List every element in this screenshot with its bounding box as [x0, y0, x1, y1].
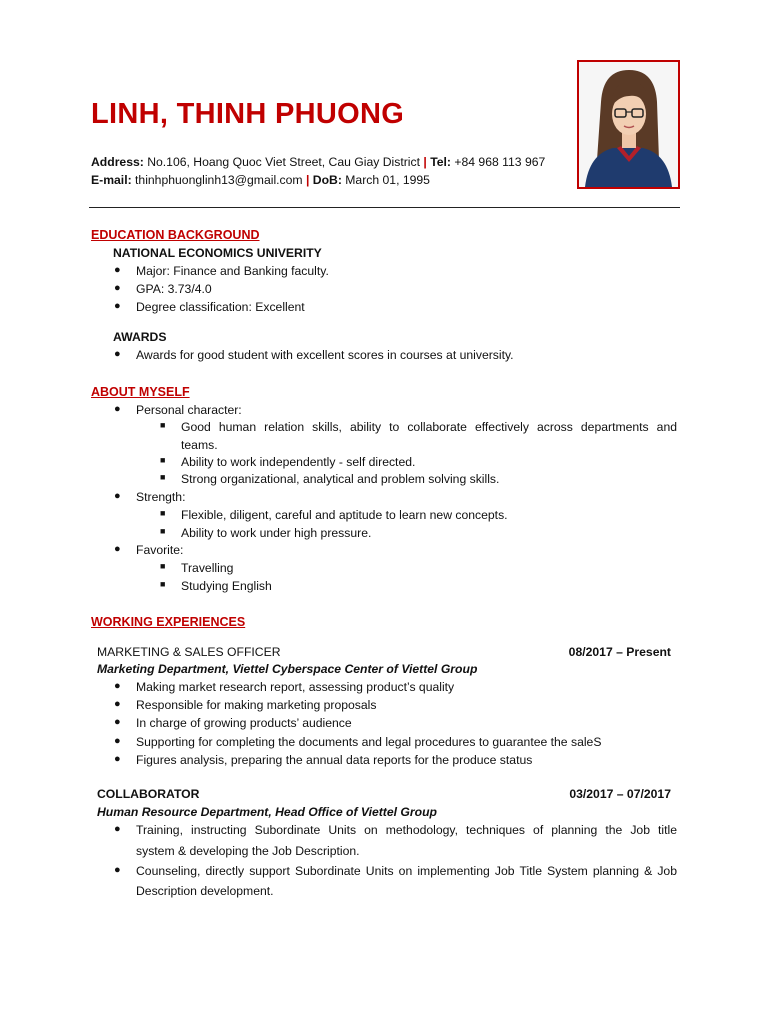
bullet-dot-icon: ●: [114, 716, 121, 728]
list-item: ● Figures analysis, preparing the annual data reports for the produce status: [114, 753, 533, 767]
contact-line-2: [91, 173, 430, 187]
list-item-continuation: Description development.: [136, 884, 274, 898]
list-item: ● Strength:: [114, 490, 186, 504]
bullet-dot-icon: ●: [114, 753, 121, 765]
square-bullet-icon: ■: [160, 579, 166, 589]
bullet-dot-icon: ●: [114, 282, 121, 294]
list-item: ● Supporting for completing the documents and legal procedures to guarantee the saleS: [114, 735, 602, 749]
job-header: [97, 787, 671, 801]
list-item: ● GPA: 3.73/4.0: [114, 282, 212, 296]
list-item: ■ Strong organizational, analytical and problem solving skills.: [160, 472, 500, 486]
list-item-continuation: teams.: [181, 438, 218, 452]
dob-label: DoB:: [312, 173, 342, 187]
list-item: ● Favorite:: [114, 543, 184, 557]
list-item: ● Degree classification: Excellent: [114, 300, 305, 314]
profile-photo: [577, 60, 680, 189]
job-organization: Human Resource Department, Head Office of Viettel Group: [97, 805, 437, 819]
list-item: ■ Ability to work under high pressure.: [160, 526, 372, 540]
job-role: COLLABORATOR: [97, 787, 200, 801]
job-header: [97, 645, 671, 659]
about-heading: ABOUT MYSELF: [91, 385, 190, 399]
separator: |: [423, 155, 427, 169]
list-item: ■ Flexible, diligent, careful and aptitude to learn new concepts.: [160, 508, 508, 522]
bullet-dot-icon: ●: [114, 300, 121, 312]
email-label: E-mail:: [91, 173, 132, 187]
work-heading: WORKING EXPERIENCES: [91, 615, 246, 629]
bullet-dot-icon: ●: [114, 348, 121, 360]
square-bullet-icon: ■: [160, 472, 166, 482]
list-item: ■ Good human relation skills, ability to collaborate effectively across departments and: [160, 420, 677, 434]
email-value: thinhphuonglinh13@gmail.com: [135, 173, 303, 187]
list-item: ● In charge of growing products’ audience: [114, 716, 352, 730]
list-item: ● Making market research report, assessing product’s quality: [114, 680, 455, 694]
header-divider: [89, 207, 680, 208]
resume-name: LINH, THINH PHUONG: [91, 98, 405, 130]
list-item: ■ Studying English: [160, 579, 272, 593]
job-dates: 08/2017 – Present: [568, 645, 671, 659]
bullet-dot-icon: ●: [114, 490, 121, 502]
bullet-dot-icon: ●: [114, 543, 121, 555]
job-dates: 03/2017 – 07/2017: [569, 787, 671, 801]
bullet-dot-icon: ●: [114, 264, 121, 276]
education-heading: EDUCATION BACKGROUND: [91, 228, 260, 242]
square-bullet-icon: ■: [160, 561, 166, 571]
bullet-dot-icon: ●: [114, 735, 121, 747]
list-item-continuation: system & developing the Job Description.: [136, 844, 360, 858]
university-name: NATIONAL ECONOMICS UNIVERITY: [113, 246, 322, 260]
list-item: ● Counseling, directly support Subordinate Units on implementing Job Title System planning & Job: [114, 864, 677, 878]
bullet-dot-icon: ●: [114, 864, 121, 876]
list-item: ● Awards for good student with excellent scores in courses at university.: [114, 348, 514, 362]
tel-value: +84 968 113 967: [454, 155, 546, 169]
job-role: MARKETING & SALES OFFICER: [97, 645, 281, 659]
address-value: No.106, Hoang Quoc Viet Street, Cau Giay District: [147, 155, 420, 169]
portrait-image: [579, 62, 678, 187]
separator: |: [305, 173, 310, 187]
list-item: ● Responsible for making marketing proposals: [114, 698, 377, 712]
bullet-dot-icon: ●: [114, 403, 121, 415]
address-label: Address:: [91, 155, 144, 169]
list-item: ■ Travelling: [160, 561, 234, 575]
square-bullet-icon: ■: [160, 508, 166, 518]
bullet-dot-icon: ●: [114, 698, 121, 710]
square-bullet-icon: ■: [160, 420, 166, 430]
bullet-dot-icon: ●: [114, 680, 121, 692]
contact-line-1: [91, 155, 545, 169]
bullet-dot-icon: ●: [114, 823, 121, 835]
list-item: ■ Ability to work independently - self directed.: [160, 455, 416, 469]
list-item: ● Personal character:: [114, 403, 242, 417]
job-organization: Marketing Department, Viettel Cyberspace Center of Viettel Group: [97, 662, 478, 676]
tel-label: Tel:: [430, 155, 451, 169]
awards-heading: AWARDS: [113, 330, 167, 344]
square-bullet-icon: ■: [160, 526, 166, 536]
list-item: ● Major: Finance and Banking faculty.: [114, 264, 329, 278]
square-bullet-icon: ■: [160, 455, 166, 465]
dob-value: March 01, 1995: [345, 173, 430, 187]
list-item: ● Training, instructing Subordinate Units on methodology, techniques of planning the Job title: [114, 823, 677, 837]
